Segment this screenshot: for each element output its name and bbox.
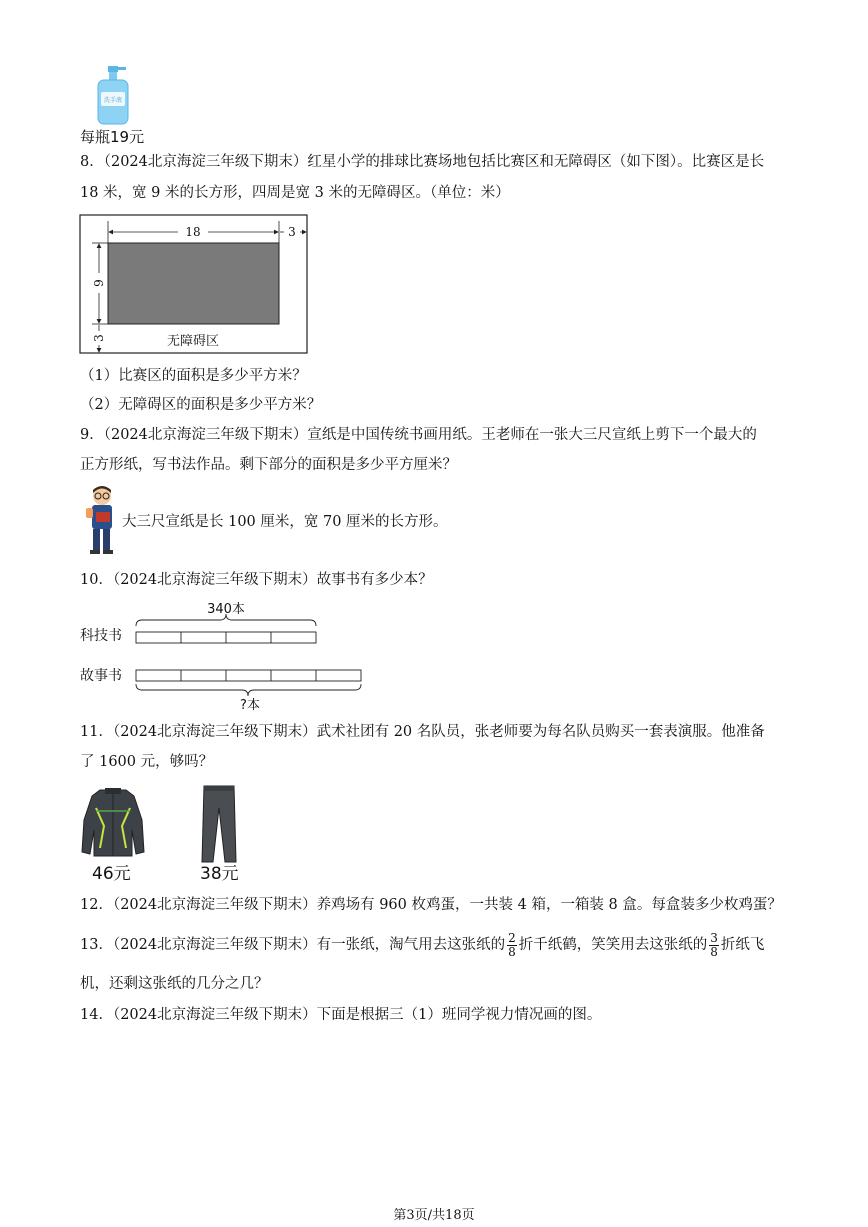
- q13-part2: 折千纸鹤，笑笑用去这张纸的: [518, 937, 708, 953]
- q9-text-line2: 正方形纸，写书法作品。剩下部分的面积是多少平方厘米？: [80, 457, 457, 473]
- sanitizer-price: 每瓶19元: [80, 128, 145, 146]
- q8-sub2: （2）无障碍区的面积是多少平方米？: [80, 397, 322, 413]
- q10-bar-diagram: [78, 596, 378, 714]
- dim-border-right-label: 3: [288, 225, 296, 239]
- fraction-3-8: [709, 932, 719, 959]
- q8-text-line2: 18 米，宽 9 米的长方形，四周是宽 3 米的无障碍区。（单位：米）: [80, 185, 510, 201]
- zone-label: 无障碍区: [166, 334, 220, 349]
- pants-image: [198, 784, 240, 864]
- q8-court-diagram: [78, 213, 310, 357]
- competition-zone-rect: [108, 243, 279, 324]
- q10-text-line1: 10．（2024北京海淀三年级下期末）故事书有多少本？: [80, 572, 433, 588]
- jacket-image: [78, 786, 148, 860]
- fraction-2-8: [507, 932, 517, 959]
- q8-text-line1: 8．（2024北京海淀三年级下期末）红星小学的排球比赛场地包括比赛区和无障碍区（如下图）。比赛区是长: [80, 154, 765, 170]
- teacher-image: [78, 484, 122, 556]
- dim-length-label: 18: [185, 225, 201, 239]
- bottom-brace: [136, 684, 361, 696]
- q13-text-line2: 机，还剩这张纸的几分之几？: [80, 976, 269, 992]
- page-footer: 第3页/共18页: [393, 1208, 475, 1223]
- q9-speech-text: 大三尺宣纸是长 100 厘米，宽 70 厘米的长方形。: [122, 514, 448, 530]
- sanitizer-bottle-image: [92, 64, 134, 126]
- q13-text-line1: [80, 930, 764, 960]
- row2-label: 故事书: [80, 668, 122, 684]
- dim-width-label: 9: [92, 279, 106, 287]
- q12-text-line1: 12．（2024北京海淀三年级下期末）养鸡场有 960 枚鸡蛋，一共装 4 箱，一箱装 8 盒。每盒装多少枚鸡蛋？: [80, 897, 782, 913]
- jacket-price: 46元: [92, 864, 131, 884]
- q11-text-line2: 了 1600 元，够吗？: [80, 754, 214, 770]
- science-books-bar: [136, 632, 316, 643]
- frac2-numerator: 3: [710, 930, 718, 945]
- top-brace: [136, 614, 316, 626]
- frac2-denominator: 8: [710, 944, 718, 959]
- q14-text-line1: 14．（2024北京海淀三年级下期末）下面是根据三（1）班同学视力情况画的图。: [80, 1007, 602, 1023]
- q9-text-line1: 9．（2024北京海淀三年级下期末）宣纸是中国传统书画用纸。王老师在一张大三尺宣纸上剪下一个最大的: [80, 427, 757, 443]
- story-books-bar: [136, 670, 361, 681]
- unknown-label: ?本: [240, 698, 260, 713]
- pants-price: 38元: [200, 864, 239, 884]
- q13-part1: 13．（2024北京海淀三年级下期末）有一张纸，淘气用去这张纸的: [80, 937, 506, 953]
- dim-border-bottom-label: 3: [92, 334, 106, 342]
- q8-sub1: （1）比赛区的面积是多少平方米？: [80, 368, 307, 384]
- total-label: 340本: [207, 602, 245, 617]
- frac1-numerator: 2: [508, 930, 516, 945]
- q13-part3: 折纸飞: [720, 937, 765, 953]
- q11-text-line1: 11．（2024北京海淀三年级下期末）武术社团有 20 名队员，张老师要为每名队员购买一套表演服。他准备: [80, 724, 765, 740]
- bottle-label: 洗手液: [103, 97, 123, 104]
- frac1-denominator: 8: [508, 944, 516, 959]
- row1-label: 科技书: [80, 628, 122, 644]
